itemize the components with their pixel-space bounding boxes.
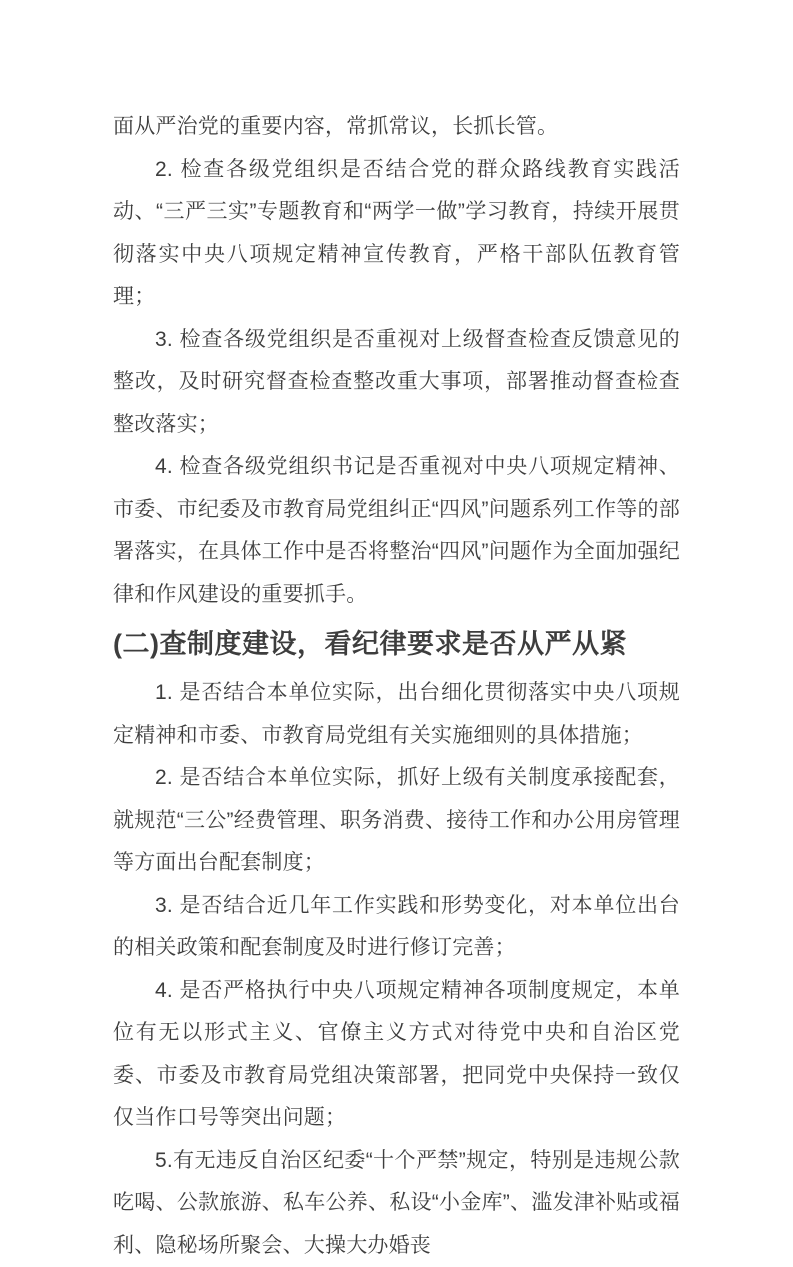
- paragraph: 3. 检查各级党组织是否重视对上级督查检查反馈意见的整改，及时研究督查检查整改重大事项，部署推动督查检查整改落实；: [113, 319, 680, 447]
- paragraph: 面从严治党的重要内容，常抓常议，长抓长管。: [113, 106, 680, 149]
- paragraph: 5.有无违反自治区纪委“十个严禁”规定，特别是违规公款吃喝、公款旅游、私车公养、私设“小金库”、滥发津补贴或福利、隐秘场所聚会、大操大办婚丧: [113, 1140, 680, 1267]
- section-heading: (二)查制度建设，看纪律要求是否从严从紧: [113, 616, 680, 672]
- paragraph: 2. 是否结合本单位实际，抓好上级有关制度承接配套，就规范“三公”经费管理、职务消费、接待工作和办公用房管理等方面出台配套制度；: [113, 757, 680, 885]
- document-content: [113, 106, 680, 1267]
- paragraph: 1. 是否结合本单位实际，出台细化贯彻落实中央八项规定精神和市委、市教育局党组有关实施细则的具体措施；: [113, 672, 680, 757]
- paragraph: 2. 检查各级党组织是否结合党的群众路线教育实践活动、“三严三实”专题教育和“两学一做”学习教育，持续开展贯彻落实中央八项规定精神宣传教育，严格干部队伍教育管理；: [113, 149, 680, 319]
- paragraph: 4. 是否严格执行中央八项规定精神各项制度规定，本单位有无以形式主义、官僚主义方式对待党中央和自治区党委、市委及市教育局党组决策部署，把同党中央保持一致仅仅当作口号等突出问题；: [113, 970, 680, 1140]
- paragraph: 4. 检查各级党组织书记是否重视对中央八项规定精神、市委、市纪委及市教育局党组纠正“四风”问题系列工作等的部署落实，在具体工作中是否将整治“四风”问题作为全面加强纪律和作风建设的重要抓手。: [113, 446, 680, 616]
- paragraph: 3. 是否结合近几年工作实践和形势变化，对本单位出台的相关政策和配套制度及时进行修订完善；: [113, 885, 680, 970]
